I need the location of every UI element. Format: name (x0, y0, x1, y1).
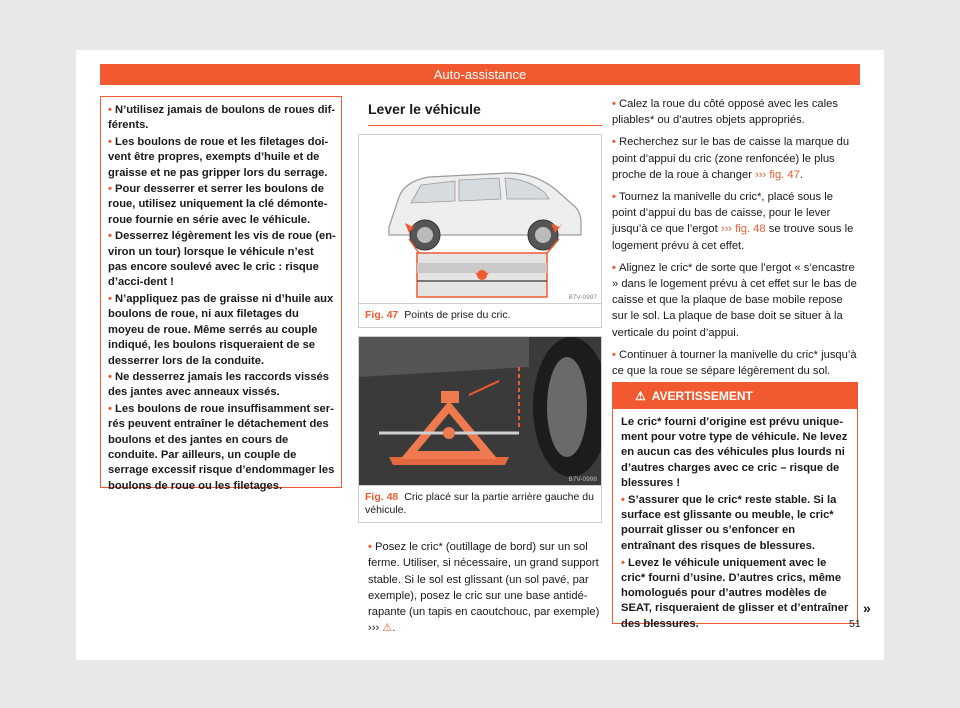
bullet-icon: • (612, 348, 620, 361)
figure-code: B7V-0998 (568, 476, 597, 483)
wheel-bolt-warning-box (100, 96, 342, 492)
bullet-icon: • (108, 402, 116, 415)
bullet-icon: • (612, 261, 620, 274)
bullet-icon: • (108, 292, 116, 305)
continue-marker: » (863, 600, 871, 616)
figure-47 (358, 134, 602, 328)
chapter-header: Auto-assistance (100, 64, 860, 85)
warning-triangle-icon: ⚠ (635, 389, 646, 403)
middle-column (358, 96, 602, 637)
list-item: • S’assurer que le cric* reste stable. Si la surface est glissante ou meuble, le cric* pourrait glisser ou s’enfoncer en entraînant des risques de blessures. (621, 494, 837, 552)
warning-header: ⚠ AVERTISSEMENT (613, 383, 857, 409)
bullet-icon: • (108, 104, 116, 116)
warning-intro: Le cric* fourni d’origine est prévu uniquement pour votre type de véhicule. Ne levez en aucun cas des véhicules plus lourds ni d’autres charges avec ce cric – risque de blessures ! (621, 416, 848, 489)
warning-triangle-icon: ⚠ (382, 622, 393, 635)
bullet-icon: • (612, 98, 620, 110)
car-jacking-points-illustration (359, 135, 601, 303)
list-item: • Tournez la manivelle du cric*, placé sous le point d’appui du bas de caisse, pour le lever jusqu’à ce que l’ergot ››› fig. 48 se trouve sous le logement prévu à cet effet. (612, 191, 854, 252)
bullet-icon: • (108, 135, 116, 148)
bullet-icon: • (108, 230, 116, 243)
figure-48 (358, 336, 602, 523)
bullet-icon: • (612, 136, 620, 149)
bullet-icon: • (621, 494, 629, 507)
figure-caption: Fig. 48 Cric placé sur la partie arrière gauche du véhicule. (359, 485, 601, 522)
list-item: • Continuer à tourner la manivelle du cric* jusqu’à ce que la roue se sépare légèrement du sol. (612, 348, 857, 378)
list-item: • N’appliquez pas de graisse ni d’huile aux boulons de roue, ni aux filetages du moyeu de roue. Même serrés au couple indiqué, les boulons risqueraient de se desserrer lors de la conduite. (108, 292, 334, 367)
figure-link[interactable]: ››› fig. 48 (720, 223, 766, 236)
right-column (612, 96, 858, 385)
bullet-icon: • (108, 183, 116, 196)
bullet-icon: • (612, 191, 620, 204)
list-item: • Recherchez sur le bas de caisse la marque du point d’appui du cric (zone renfoncée) le plus proche de la roue à changer ››› fig. 47. (612, 136, 850, 181)
bullet-icon: • (108, 370, 116, 383)
list-item: • Les boulons de roue et les filetages doivent être propres, exempts d’huile et de graisse et ne pas gripper lors du serrage. (108, 135, 329, 179)
page-number: 51 (849, 618, 861, 630)
jack-under-car-illustration (359, 337, 601, 485)
jack-placement-paragraph: • Posez le cric* (outillage de bord) sur un sol ferme. Utiliser, si nécessaire, un grand support stable. Si le sol est glissant (un sol pavé, par exemple), posez le cric sur une base antidérapante (un tapis en caoutchouc, par exemple) ››› ⚠. (368, 541, 600, 635)
list-item: • Ne desserrez jamais les raccords vissés des jantes avec anneaux vissés. (108, 370, 329, 399)
list-item: • Alignez le cric* de sorte que l’ergot « s’encastre » dans le logement prévu à cet effet sur le bas de caisse et que la plaque de base mobile repose sur le sol. La plaque de base doit se situer à la verticale du point d’appui. (612, 261, 857, 339)
figure-code: B7V-0997 (568, 294, 597, 301)
figure-caption: Fig. 47 Points de prise du cric. (359, 303, 601, 327)
warning-body (613, 409, 857, 632)
list-item: • N’utilisez jamais de boulons de roues différents. (108, 104, 336, 132)
list-item: • Calez la roue du côté opposé avec les cales pliables* ou d’autres objets appropriés. (612, 98, 838, 127)
list-item: • Desserrez légèrement les vis de roue (en-viron un tour) lorsque le véhicule n’est pas encore soulevé avec le cric : risque d’acci-dent ! (108, 230, 336, 289)
bullet-icon: • (621, 556, 629, 569)
list-item: • Pour desserrer et serrer les boulons de roue, utilisez uniquement la clé démonte-roue fournie en série avec le véhicule. (108, 183, 328, 226)
section-title: Lever le véhicule (368, 101, 602, 126)
list-item: • Les boulons de roue insuffisamment serrés peuvent entraîner le détachement des boulons et des jantes en cours de conduite. Par ailleurs, un couple de serrage excessif risque d’endommager les boulons de roue ou les filetages. (108, 402, 335, 492)
bullet-icon: • (368, 541, 376, 553)
list-item: • Levez le véhicule uniquement avec le cric* fourni d’usine. D’autres crics, même homologués pour d’autres modèles de SEAT, risqueraient de glisser et d’entraîner des blessures. (621, 556, 849, 630)
figure-link[interactable]: ››› fig. 47 (755, 168, 800, 181)
